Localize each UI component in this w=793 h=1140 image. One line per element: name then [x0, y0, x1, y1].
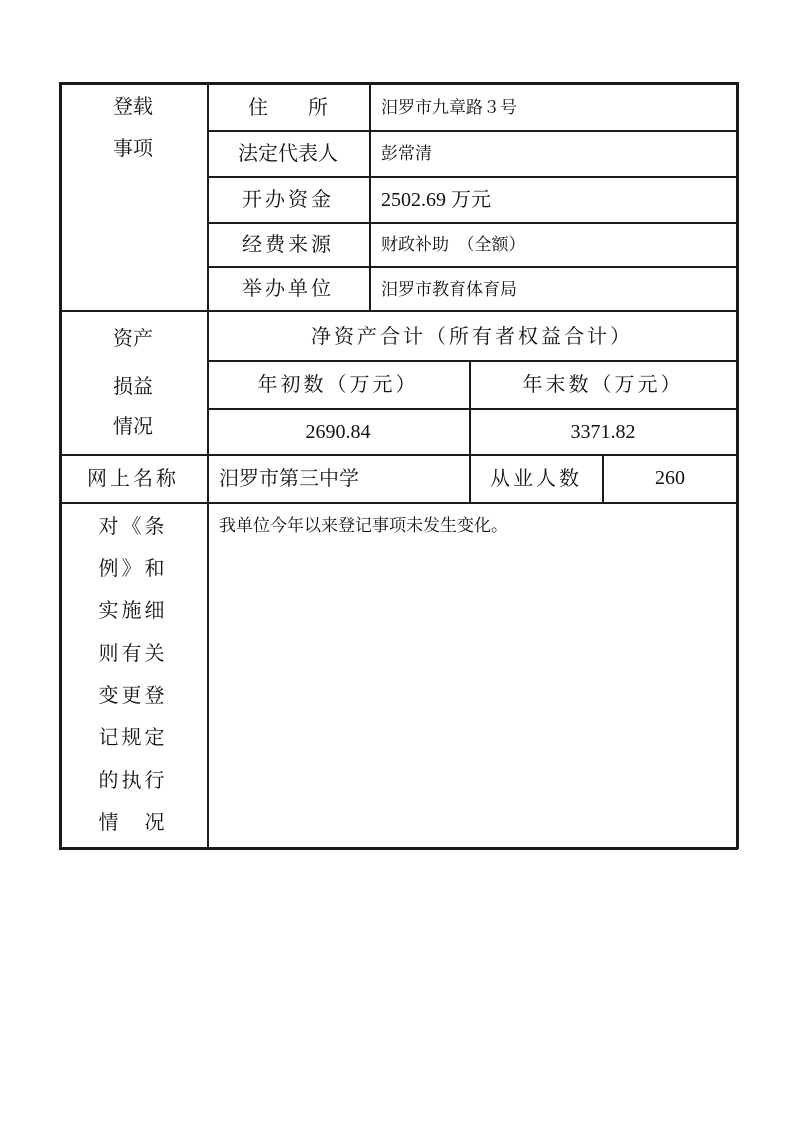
- execution-label-8: 情 况: [98, 810, 168, 834]
- assets-header-line: [207, 360, 738, 362]
- funding-source-label: 经费来源: [242, 232, 334, 256]
- reg-row-line-2: [207, 176, 738, 178]
- sponsor-label: 举办单位: [242, 276, 334, 300]
- table-border-top: [59, 82, 738, 85]
- address-label: 住 所: [248, 95, 328, 119]
- assets-section-label-3: 情况: [113, 414, 153, 438]
- end-year-value: 3371.82: [570, 421, 636, 443]
- execution-label-3: 实施细: [98, 598, 168, 622]
- legal-rep-label: 法定代表人: [238, 141, 338, 165]
- address-value: 汨罗市九章路３号: [381, 98, 517, 118]
- staff-count-label: 从业人数: [490, 466, 582, 490]
- net-assets-header: 净资产合计（所有者权益合计）: [311, 324, 633, 348]
- execution-label-7: 的执行: [98, 768, 168, 792]
- execution-label-2: 例》和: [98, 556, 168, 580]
- label-column-divider: [207, 82, 209, 849]
- section-line-assets: [59, 310, 738, 312]
- assets-section-label-1: 资产: [113, 326, 153, 350]
- capital-value: 2502.69 万元: [381, 189, 491, 211]
- online-name-value: 汨罗市第三中学: [219, 466, 359, 490]
- online-name-label: 网上名称: [87, 466, 179, 490]
- legal-rep-value: 彭常清: [381, 144, 432, 164]
- assets-column-divider: [469, 360, 471, 502]
- reg-row-line-4: [207, 266, 738, 268]
- table-border-left: [59, 82, 62, 849]
- assets-subheader-line: [207, 408, 738, 410]
- reg-inner-divider: [369, 82, 371, 310]
- registration-section-label-2: 事项: [113, 136, 153, 160]
- funding-source-value: 财政补助 （全额）: [381, 235, 526, 255]
- execution-label-1: 对《条: [98, 514, 168, 538]
- assets-section-label-2: 损益: [113, 374, 153, 398]
- registration-form-table: [59, 82, 738, 849]
- section-line-online: [59, 454, 738, 456]
- staff-count-value: 260: [655, 467, 685, 489]
- begin-year-value: 2690.84: [305, 421, 371, 443]
- execution-content: 我单位今年以来登记事项未发生变化。: [219, 516, 508, 536]
- execution-label-4: 则有关: [98, 641, 168, 665]
- reg-row-line-3: [207, 222, 738, 224]
- execution-label-5: 变更登: [98, 683, 168, 707]
- registration-section-label-1: 登载: [113, 94, 153, 118]
- online-staff-divider: [602, 454, 604, 502]
- reg-row-line-1: [207, 130, 738, 132]
- table-border-right: [736, 82, 739, 849]
- execution-label-6: 记规定: [98, 725, 168, 749]
- begin-year-label: 年初数（万元）: [257, 372, 419, 396]
- sponsor-value: 汨罗市教育体育局: [381, 280, 517, 300]
- end-year-label: 年末数（万元）: [522, 372, 684, 396]
- table-border-bottom: [59, 847, 738, 850]
- capital-label: 开办资金: [242, 187, 334, 211]
- section-line-execution: [59, 502, 738, 504]
